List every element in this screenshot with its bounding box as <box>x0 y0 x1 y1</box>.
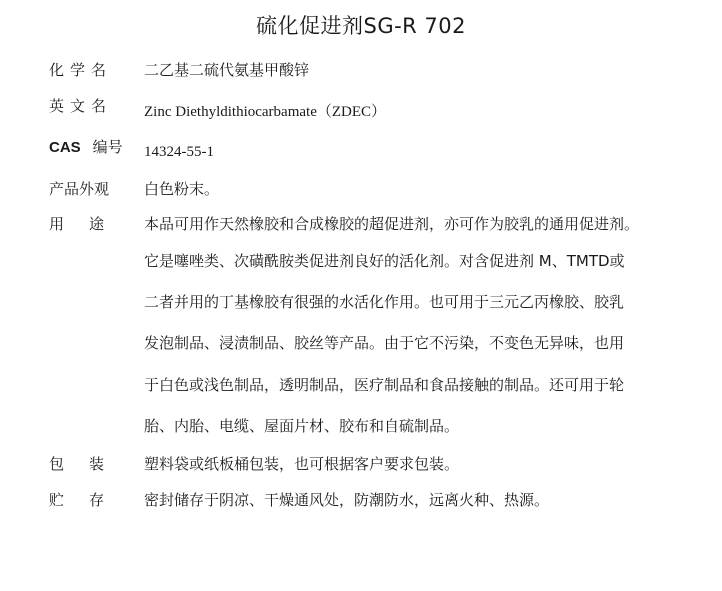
use-line: 发泡制品、浸渍制品、胶丝等产品。由于它不污染，不变色无异味，也用 <box>144 334 625 352</box>
use-line: 胎、内胎、电缆、屋面片材、胶布和自硫制品。 <box>144 417 460 435</box>
storage-value: 密封储存于阴凉、干燥通风处，防潮防水，远离火种、热源。 <box>144 491 550 509</box>
cas-number-label <box>49 136 123 157</box>
english-name-value: Zinc Diethyldithiocarbamate（ZDEC） <box>144 104 387 120</box>
packaging-label: 包装 <box>49 455 130 473</box>
use-line: 它是噻唑类、次磺酰胺类促进剂良好的活化剂。对含促进剂 M、TMTD或 <box>144 252 625 270</box>
use-label: 用途 <box>49 215 130 233</box>
use-line: 本品可用作天然橡胶和合成橡胶的超促进剂，亦可作为胶乳的通用促进剂。 <box>144 215 640 233</box>
document-title: 硫化促进剂SG-R 702 <box>255 14 467 38</box>
english-name-label: 英文名 <box>49 97 113 115</box>
chemical-name-value: 二乙基二硫代氨基甲酸锌 <box>144 61 310 79</box>
use-line: 二者并用的丁基橡胶有很强的水活化作用。也可用于三元乙丙橡胶、胶乳 <box>144 293 625 311</box>
appearance-value: 白色粉末。 <box>144 180 220 198</box>
cas-number-value: 14324-55-1 <box>144 144 214 160</box>
storage-label: 贮存 <box>49 491 130 509</box>
appearance-label: 产品外观 <box>49 180 110 198</box>
packaging-value: 塑料袋或纸板桶包装，也可根据客户要求包装。 <box>144 455 460 473</box>
cas-label-rest: 编号 <box>92 138 123 156</box>
use-line: 于白色或浅色制品，透明制品，医疗制品和食品接触的制品。还可用于轮 <box>144 376 625 394</box>
chemical-name-label: 化学名 <box>49 61 113 79</box>
cas-label-strong: CAS <box>49 139 81 156</box>
